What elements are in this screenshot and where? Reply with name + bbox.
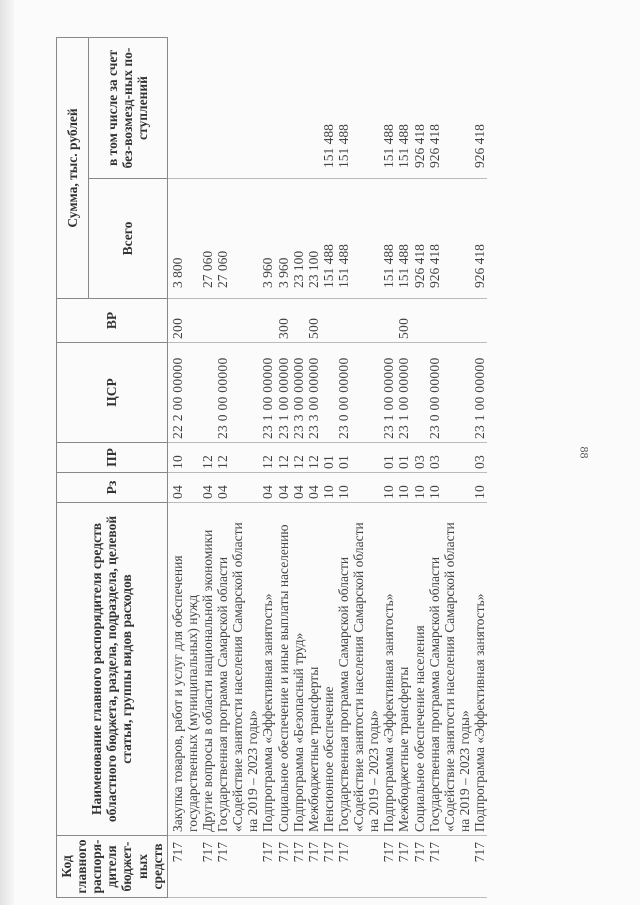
table-header	[57, 37, 168, 897]
row-csr: 23 1 00 00000	[396, 343, 411, 443]
row-vr	[321, 299, 336, 343]
row-pr: 01	[381, 443, 396, 473]
table-body	[167, 37, 487, 897]
row-csr: 22 2 00 00000	[167, 343, 200, 443]
row-pr: 01	[321, 443, 336, 473]
row-vr	[381, 299, 396, 343]
row-rz: 10	[472, 473, 487, 503]
row-code: 717	[321, 836, 336, 898]
table-row	[321, 37, 336, 897]
row-code: 717	[306, 836, 321, 898]
row-pr: 01	[336, 443, 381, 473]
row-rz: 04	[306, 473, 321, 503]
row-code: 717	[412, 836, 427, 898]
row-free	[215, 37, 260, 178]
row-total: 926 418	[472, 179, 487, 299]
page-number: 88	[577, 446, 592, 459]
row-free	[260, 37, 275, 178]
header-total: Всего	[88, 179, 167, 299]
row-name: Подпрограмма «Эффективная занятость»	[381, 503, 396, 836]
row-name: Другие вопросы в области национальной экономики	[200, 503, 215, 836]
row-csr: 23 0 00 00000	[427, 343, 472, 443]
row-csr: 23 3 00 00000	[291, 343, 306, 443]
row-vr	[427, 299, 472, 343]
row-pr: 12	[276, 443, 291, 473]
row-vr: 200	[167, 299, 200, 343]
row-total: 23 100	[291, 179, 306, 299]
row-name: Подпрограмма «Эффективная занятость»	[472, 503, 487, 836]
row-code: 717	[396, 836, 411, 898]
row-name: Подпрограмма «Эффективная занятость»	[260, 503, 275, 836]
table-row	[167, 37, 200, 897]
row-free	[200, 37, 215, 178]
row-vr	[412, 299, 427, 343]
header-free: в том числе за счет без-возмезд-ных по-ступлений	[88, 37, 167, 178]
row-total: 151 488	[396, 179, 411, 299]
row-free: 151 488	[321, 37, 336, 178]
row-total: 3 960	[276, 179, 291, 299]
table-row	[381, 37, 396, 897]
row-pr: 12	[291, 443, 306, 473]
row-rz: 04	[200, 473, 215, 503]
row-pr: 12	[260, 443, 275, 473]
row-pr: 01	[396, 443, 411, 473]
row-free: 926 418	[412, 37, 427, 178]
row-code: 717	[427, 836, 472, 898]
row-vr	[336, 299, 381, 343]
row-free: 151 488	[396, 37, 411, 178]
row-rz: 04	[276, 473, 291, 503]
header-pr: ПР	[57, 443, 168, 473]
table-row	[291, 37, 306, 897]
header-name: Наименование главного распорядителя средств областного бюджета, раздела, подраздела, целевой статьи, группы видов расходов	[57, 503, 168, 836]
row-total: 926 418	[412, 179, 427, 299]
row-total: 151 488	[336, 179, 381, 299]
table-row	[215, 37, 260, 897]
row-pr: 03	[472, 443, 487, 473]
row-free: 151 488	[336, 37, 381, 178]
row-code: 717	[472, 836, 487, 898]
row-free: 926 418	[472, 37, 487, 178]
budget-table	[56, 37, 487, 898]
header-sum-group: Сумма, тыс. рублей	[57, 37, 89, 298]
row-code: 717	[336, 836, 381, 898]
row-rz: 10	[336, 473, 381, 503]
row-name: Государственная программа Самарской области «Содействие занятости населения Самарской области на 2019 – 2023 годы»	[336, 503, 381, 836]
row-name: Межбюджетные трансферты	[306, 503, 321, 836]
row-name: Государственная программа Самарской области «Содействие занятости населения Самарской области на 2019 – 2023 годы»	[215, 503, 260, 836]
row-rz: 10	[321, 473, 336, 503]
row-rz: 04	[167, 473, 200, 503]
table-row	[260, 37, 275, 897]
row-csr: 23 0 00 00000	[215, 343, 260, 443]
row-csr: 23 1 00 00000	[381, 343, 396, 443]
table-row	[276, 37, 291, 897]
row-code: 717	[215, 836, 260, 898]
row-name: Подпрограмма «Безопасный труд»	[291, 503, 306, 836]
row-vr	[215, 299, 260, 343]
row-free	[167, 37, 200, 178]
row-rz: 04	[291, 473, 306, 503]
row-total: 23 100	[306, 179, 321, 299]
row-total: 926 418	[427, 179, 472, 299]
row-total: 151 488	[321, 179, 336, 299]
scan-edge-shadow	[0, 0, 14, 905]
row-rz: 04	[260, 473, 275, 503]
row-free	[306, 37, 321, 178]
row-vr	[200, 299, 215, 343]
row-rz: 10	[381, 473, 396, 503]
row-vr: 300	[276, 299, 291, 343]
row-csr: 23 1 00 00000	[260, 343, 275, 443]
row-total: 27 060	[215, 179, 260, 299]
row-code: 717	[167, 836, 200, 898]
row-vr	[260, 299, 275, 343]
row-total: 3 960	[260, 179, 275, 299]
row-name: Социальное обеспечение и иные выплаты населению	[276, 503, 291, 836]
row-csr	[412, 343, 427, 443]
row-total: 27 060	[200, 179, 215, 299]
row-code: 717	[200, 836, 215, 898]
row-name: Государственная программа Самарской области «Содействие занятости населения Самарской области на 2019 – 2023 годы»	[427, 503, 472, 836]
row-rz: 10	[396, 473, 411, 503]
table-row	[427, 37, 472, 897]
row-total: 3 800	[167, 179, 200, 299]
table-row	[396, 37, 411, 897]
row-csr	[200, 343, 215, 443]
row-vr: 500	[306, 299, 321, 343]
row-name: Закупка товаров, работ и услуг для обеспечения государственных (муниципальных) нужд	[167, 503, 200, 836]
row-name: Пенсионное обеспечение	[321, 503, 336, 836]
row-vr: 500	[396, 299, 411, 343]
row-csr: 23 1 00 00000	[472, 343, 487, 443]
row-rz: 10	[412, 473, 427, 503]
row-pr: 12	[306, 443, 321, 473]
row-vr	[472, 299, 487, 343]
row-free: 926 418	[427, 37, 472, 178]
row-code: 717	[381, 836, 396, 898]
row-pr: 12	[200, 443, 215, 473]
row-free	[291, 37, 306, 178]
rotated-page	[56, 38, 566, 898]
row-pr: 10	[167, 443, 200, 473]
row-name: Социальное обеспечение населения	[412, 503, 427, 836]
header-code: Код главного распоря-дителя бюджет-ных средств	[57, 836, 168, 898]
table-row	[412, 37, 427, 897]
table-row	[200, 37, 215, 897]
row-code: 717	[291, 836, 306, 898]
row-pr: 03	[427, 443, 472, 473]
header-csr: ЦСР	[57, 343, 168, 443]
row-vr	[291, 299, 306, 343]
header-rz: Рз	[57, 473, 168, 503]
row-csr: 23 3 00 00000	[306, 343, 321, 443]
row-pr: 12	[215, 443, 260, 473]
row-csr: 23 1 00 00000	[276, 343, 291, 443]
row-name: Межбюджетные трансферты	[396, 503, 411, 836]
row-pr: 03	[412, 443, 427, 473]
table-row	[306, 37, 321, 897]
row-code: 717	[260, 836, 275, 898]
table-row	[472, 37, 487, 897]
row-csr: 23 0 00 00000	[336, 343, 381, 443]
row-csr	[321, 343, 336, 443]
header-vr: ВР	[57, 299, 168, 343]
row-free: 151 488	[381, 37, 396, 178]
row-rz: 10	[427, 473, 472, 503]
table-row	[336, 37, 381, 897]
row-code: 717	[276, 836, 291, 898]
row-total: 151 488	[381, 179, 396, 299]
row-rz: 04	[215, 473, 260, 503]
row-free	[276, 37, 291, 178]
